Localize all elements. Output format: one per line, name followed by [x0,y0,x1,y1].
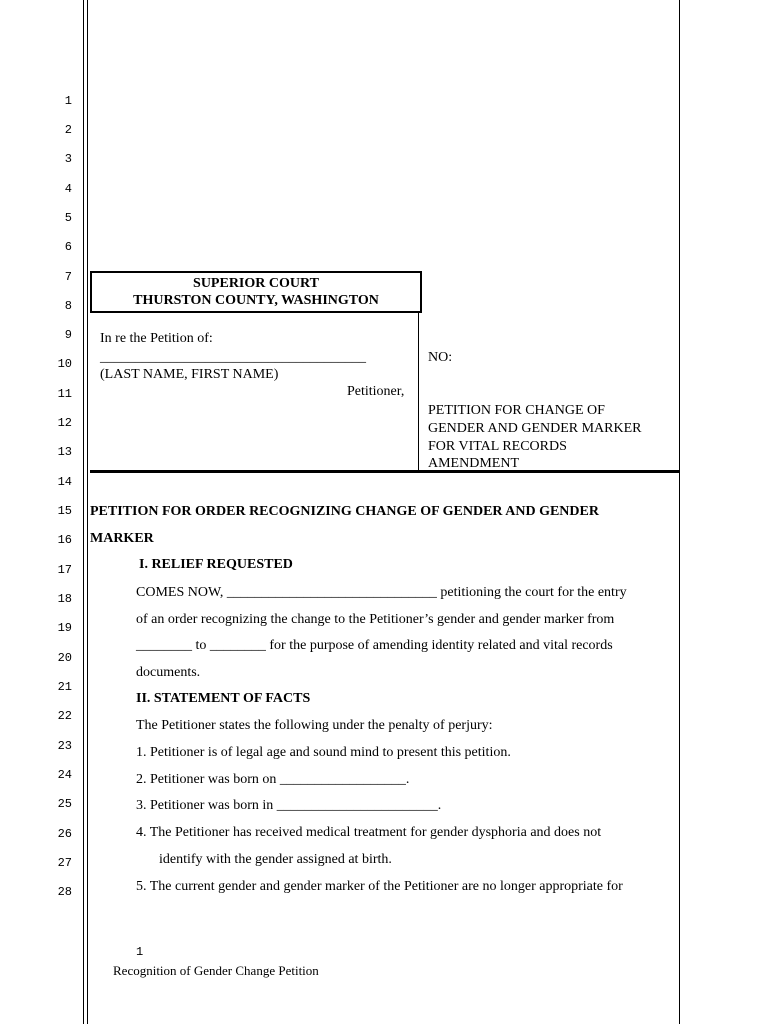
petition-heading-line2: MARKER [90,531,154,546]
court-caption-box [90,271,422,313]
line-number: 12 [57,416,72,430]
line-number: 10 [57,357,72,371]
fact-item-4: 4. The Petitioner has received medical treatment for gender dysphoria and does not [136,825,602,840]
line-number: 15 [57,504,72,518]
facts-intro: The Petitioner states the following under the penalty of perjury: [136,718,493,733]
right-margin-rule [679,0,680,1024]
line-number: 4 [64,182,72,196]
line-number: 28 [57,885,72,899]
line-number: 21 [57,680,72,694]
petitioner-name-blank: ______________________________________ [100,350,366,365]
footer-title: Recognition of Gender Change Petition [113,963,319,978]
line-number: 13 [57,445,72,459]
fact-item-4-continued: identify with the gender assigned at birth. [159,852,392,867]
line-number: 16 [57,533,72,547]
document-title-line: GENDER AND GENDER MARKER [428,421,642,436]
line-number: 23 [57,739,72,753]
line-number: 8 [64,299,72,313]
petition-heading-line1: PETITION FOR ORDER RECOGNIZING CHANGE OF GENDER AND GENDER [90,504,599,519]
relief-paragraph-line: COMES NOW, ______________________________ petitioning the court for the entry [136,585,627,600]
document-title-line: FOR VITAL RECORDS [428,439,567,454]
line-number: 19 [57,621,72,635]
petitioner-designation: Petitioner, [347,384,405,399]
relief-paragraph-line: of an order recognizing the change to the Petitioner’s gender and gender marker from [136,612,615,627]
line-number: 11 [57,387,72,401]
line-number: 2 [64,123,72,137]
fact-item-3: 3. Petitioner was born in _______________________. [136,798,442,813]
line-number: 14 [57,475,72,489]
line-number: 9 [64,328,72,342]
relief-paragraph-line: ________ to ________ for the purpose of amending identity related and vital records [136,638,613,653]
caption-divider [418,311,419,472]
line-number: 27 [57,856,72,870]
page-number: 1 [136,945,144,959]
in-re-label: In re the Petition of: [100,331,213,346]
left-margin-rule-outer [83,0,84,1024]
caption-bottom-rule [90,470,680,473]
line-number: 18 [57,592,72,606]
line-number: 5 [64,211,72,225]
fact-item-1: 1. Petitioner is of legal age and sound mind to present this petition. [136,745,511,760]
section-relief-requested-title: I. RELIEF REQUESTED [139,557,293,572]
document-title-line: AMENDMENT [428,456,519,471]
line-number: 24 [57,768,72,782]
fact-item-2: 2. Petitioner was born on __________________. [136,772,410,787]
line-number: 7 [64,270,72,284]
line-number: 6 [64,240,72,254]
fact-item-5: 5. The current gender and gender marker of the Petitioner are no longer appropriate for [136,879,623,894]
petitioner-name-label: (LAST NAME, FIRST NAME) [100,367,279,382]
line-number: 22 [57,709,72,723]
court-county: THURSTON COUNTY, WASHINGTON [133,293,379,308]
line-number: 1 [64,94,72,108]
line-number: 3 [64,152,72,166]
relief-paragraph-line: documents. [136,665,201,680]
case-number-label: NO: [428,350,453,365]
line-number: 26 [57,827,72,841]
line-number: 25 [57,797,72,811]
line-number: 17 [57,563,72,577]
document-title-line: PETITION FOR CHANGE OF [428,403,605,418]
court-name: SUPERIOR COURT [193,276,319,291]
section-statement-of-facts-title: II. STATEMENT OF FACTS [136,691,311,706]
line-number: 20 [57,651,72,665]
left-margin-rule-inner [87,0,88,1024]
